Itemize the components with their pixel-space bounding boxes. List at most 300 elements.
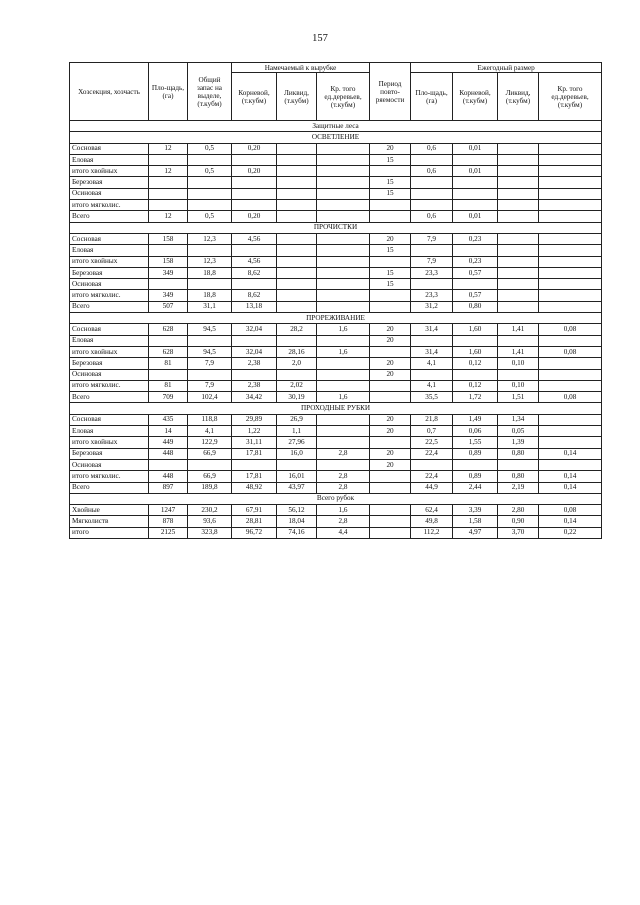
row-label: итого хвойных [70, 256, 149, 267]
table-cell [370, 346, 411, 357]
table-cell [317, 301, 370, 312]
table-cell [277, 177, 317, 188]
section-row [70, 403, 602, 414]
table-cell [411, 369, 453, 380]
table-cell: 20 [370, 414, 411, 425]
table-cell: 349 [149, 267, 188, 278]
table-row [70, 245, 602, 256]
table-cell [539, 459, 602, 470]
table-cell [370, 290, 411, 301]
table-cell [370, 471, 411, 482]
table-cell [498, 290, 539, 301]
table-cell: 507 [149, 301, 188, 312]
table-cell [539, 267, 602, 278]
table-cell: 31,11 [232, 437, 277, 448]
table-cell: 0,10 [498, 358, 539, 369]
header-planned-group: Намечаемый к вырубке [232, 63, 370, 73]
table-cell: 8,62 [232, 290, 277, 301]
table-cell: 897 [149, 482, 188, 493]
row-label: Всего [70, 392, 149, 403]
table-cell: 94,5 [188, 346, 232, 357]
table-cell: 449 [149, 437, 188, 448]
table-cell [539, 335, 602, 346]
table-cell: 102,4 [188, 392, 232, 403]
table-cell: 44,9 [411, 482, 453, 493]
table-cell [149, 279, 188, 290]
table-cell [188, 369, 232, 380]
table-cell [539, 233, 602, 244]
table-cell [277, 200, 317, 211]
table-cell [370, 482, 411, 493]
row-label: Еловая [70, 335, 149, 346]
table-cell [411, 188, 453, 199]
table-cell [539, 290, 602, 301]
table-cell: 3,39 [453, 505, 498, 516]
table-row [70, 527, 602, 538]
table-cell [277, 256, 317, 267]
table-cell: 20 [370, 335, 411, 346]
table-row [70, 324, 602, 335]
table-cell: 1,6 [317, 324, 370, 335]
table-cell: 31,2 [411, 301, 453, 312]
table-cell: 31,4 [411, 346, 453, 357]
table-cell: 1,51 [498, 392, 539, 403]
table-row [70, 154, 602, 165]
row-label: Березовая [70, 358, 149, 369]
table-cell: 1,6 [317, 392, 370, 403]
table-cell: 0,08 [539, 346, 602, 357]
row-label: Всего [70, 301, 149, 312]
row-label: Всего [70, 211, 149, 222]
row-label: Сосновая [70, 143, 149, 154]
section-row [70, 132, 602, 143]
table-cell: 22,4 [411, 448, 453, 459]
table-row [70, 471, 602, 482]
table-cell [411, 154, 453, 165]
table-cell: 15 [370, 267, 411, 278]
table-cell [411, 459, 453, 470]
table-cell [317, 256, 370, 267]
table-row [70, 143, 602, 154]
table-cell: 230,2 [188, 505, 232, 516]
page-number: 157 [312, 33, 328, 44]
table-cell [149, 188, 188, 199]
table-cell [277, 459, 317, 470]
table-cell: 20 [370, 358, 411, 369]
table-cell: 1,58 [453, 516, 498, 527]
table-cell [317, 245, 370, 256]
table-cell [317, 437, 370, 448]
table-cell: 0,08 [539, 505, 602, 516]
row-label: Сосновая [70, 233, 149, 244]
table-cell: 112,2 [411, 527, 453, 538]
table-cell [277, 301, 317, 312]
section-row [70, 313, 602, 324]
table-cell [370, 301, 411, 312]
table-cell [411, 335, 453, 346]
row-label: Березовая [70, 448, 149, 459]
table-cell: 4,1 [411, 358, 453, 369]
table-row [70, 437, 602, 448]
section-title: ПРОЧИСТКИ [70, 222, 602, 233]
table-cell [453, 459, 498, 470]
table-cell [277, 279, 317, 290]
table-cell [317, 380, 370, 391]
table-cell [539, 154, 602, 165]
felling-table [69, 62, 602, 539]
table-row [70, 256, 602, 267]
table-cell: 2,80 [498, 505, 539, 516]
table-cell: 67,91 [232, 505, 277, 516]
table-cell: 709 [149, 392, 188, 403]
table-cell [232, 335, 277, 346]
table-cell: 7,9 [188, 380, 232, 391]
table-cell [277, 166, 317, 177]
table-cell [370, 200, 411, 211]
table-cell [411, 177, 453, 188]
table-cell [498, 369, 539, 380]
table-cell [149, 459, 188, 470]
table-cell: 2,8 [317, 482, 370, 493]
table-cell: 189,8 [188, 482, 232, 493]
table-cell [498, 267, 539, 278]
table-cell: 23,3 [411, 290, 453, 301]
table-cell [453, 335, 498, 346]
table-cell: 0,01 [453, 211, 498, 222]
table-cell [453, 245, 498, 256]
row-label: итого [70, 527, 149, 538]
table-cell [539, 301, 602, 312]
table-row [70, 482, 602, 493]
table-cell: 1,6 [317, 346, 370, 357]
table-cell [317, 459, 370, 470]
table-cell [277, 211, 317, 222]
table-cell: 3,70 [498, 527, 539, 538]
table-cell [498, 200, 539, 211]
table-cell [277, 188, 317, 199]
table-cell: 96,72 [232, 527, 277, 538]
table-cell: 27,96 [277, 437, 317, 448]
table-row [70, 188, 602, 199]
table-cell [498, 301, 539, 312]
table-cell: 158 [149, 233, 188, 244]
table-cell [188, 188, 232, 199]
table-cell: 35,5 [411, 392, 453, 403]
row-label: итого хвойных [70, 346, 149, 357]
table-cell: 14 [149, 426, 188, 437]
table-cell: 448 [149, 471, 188, 482]
table-cell [277, 143, 317, 154]
section-title: Защитные леса [70, 121, 602, 132]
table-cell [232, 279, 277, 290]
table-row [70, 414, 602, 425]
table-cell: 43,97 [277, 482, 317, 493]
table-cell [317, 200, 370, 211]
section-row [70, 121, 602, 132]
header-area: Пло-щадь, (га) [149, 63, 188, 121]
table-cell [498, 233, 539, 244]
table-cell: 0,6 [411, 211, 453, 222]
table-cell [317, 335, 370, 346]
table-cell [188, 279, 232, 290]
table-cell: 29,89 [232, 414, 277, 425]
table-cell: 12,3 [188, 233, 232, 244]
table-cell: 2,38 [232, 358, 277, 369]
table-row [70, 335, 602, 346]
table-cell [149, 369, 188, 380]
table-header [70, 63, 602, 121]
row-label: итого мягколис. [70, 380, 149, 391]
table-cell: 2,8 [317, 471, 370, 482]
table-cell [232, 154, 277, 165]
row-label: итого хвойных [70, 437, 149, 448]
table-cell: 34,42 [232, 392, 277, 403]
table-cell [498, 256, 539, 267]
header-period: Период повто-ряемости [370, 63, 411, 121]
table-cell: 1,60 [453, 324, 498, 335]
table-cell: 20 [370, 324, 411, 335]
table-cell: 1,49 [453, 414, 498, 425]
table-cell [453, 369, 498, 380]
table-cell: 2125 [149, 527, 188, 538]
table-cell [317, 233, 370, 244]
table-cell: 435 [149, 414, 188, 425]
table-cell [539, 188, 602, 199]
table-cell: 81 [149, 380, 188, 391]
table-cell [370, 437, 411, 448]
table-cell: 1,39 [498, 437, 539, 448]
table-cell: 20 [370, 233, 411, 244]
section-title: ОСВЕТЛЕНИЕ [70, 132, 602, 143]
table-cell: 20 [370, 369, 411, 380]
header-annual-area: Пло-щадь, (га) [411, 73, 453, 121]
header-annual-liquid: Ликвид, (т.кубм) [498, 73, 539, 121]
table-cell: 0,57 [453, 267, 498, 278]
table-cell: 4,1 [411, 380, 453, 391]
table-cell: 628 [149, 324, 188, 335]
table-cell: 32,04 [232, 346, 277, 357]
table-cell: 0,10 [498, 380, 539, 391]
table-cell: 1,60 [453, 346, 498, 357]
table-cell: 13,18 [232, 301, 277, 312]
table-cell [539, 380, 602, 391]
header-planned-root: Корневой, (т.кубм) [232, 73, 277, 121]
table-cell: 66,9 [188, 471, 232, 482]
table-cell: 1247 [149, 505, 188, 516]
table-row [70, 426, 602, 437]
row-label: Березовая [70, 267, 149, 278]
table-cell: 0,89 [453, 471, 498, 482]
section-row [70, 493, 602, 504]
table-row [70, 369, 602, 380]
table-cell [149, 154, 188, 165]
table-cell: 0,7 [411, 426, 453, 437]
row-label: итого мягколис. [70, 290, 149, 301]
table-cell: 0,20 [232, 166, 277, 177]
row-label: Сосновая [70, 324, 149, 335]
table-row [70, 358, 602, 369]
table-row [70, 346, 602, 357]
table-cell: 20 [370, 426, 411, 437]
table-cell: 0,6 [411, 143, 453, 154]
table-cell: 12 [149, 211, 188, 222]
table-cell [149, 177, 188, 188]
table-cell: 18,04 [277, 516, 317, 527]
table-cell: 0,5 [188, 143, 232, 154]
table-row [70, 279, 602, 290]
table-cell: 93,6 [188, 516, 232, 527]
table-cell [411, 279, 453, 290]
row-label: Мягколиств [70, 516, 149, 527]
table-cell [498, 279, 539, 290]
table-cell [317, 211, 370, 222]
row-label: Еловая [70, 245, 149, 256]
row-label: Всего [70, 482, 149, 493]
table-cell: 94,5 [188, 324, 232, 335]
table-cell: 2,38 [232, 380, 277, 391]
header-total-stock: Общий запас на выделе, (т.кубм) [188, 63, 232, 121]
row-label: Осиновая [70, 279, 149, 290]
table-cell: 22,4 [411, 471, 453, 482]
table-cell [188, 335, 232, 346]
table-cell: 49,8 [411, 516, 453, 527]
table-cell [149, 335, 188, 346]
table-cell [370, 211, 411, 222]
table-cell [498, 459, 539, 470]
table-cell [188, 154, 232, 165]
table-cell: 878 [149, 516, 188, 527]
row-label: итого мягколис. [70, 471, 149, 482]
table-cell [370, 505, 411, 516]
table-cell: 0,14 [539, 448, 602, 459]
table-cell: 448 [149, 448, 188, 459]
table-body [70, 121, 602, 539]
table-cell [277, 245, 317, 256]
row-label: Еловая [70, 154, 149, 165]
table-cell: 7,9 [188, 358, 232, 369]
table-cell: 30,19 [277, 392, 317, 403]
table-cell [317, 279, 370, 290]
table-cell: 2,02 [277, 380, 317, 391]
table-cell: 118,8 [188, 414, 232, 425]
table-cell: 2,44 [453, 482, 498, 493]
table-cell [453, 154, 498, 165]
table-cell [498, 245, 539, 256]
table-cell: 0,12 [453, 380, 498, 391]
row-label: Хвойные [70, 505, 149, 516]
table-cell [317, 177, 370, 188]
table-row [70, 516, 602, 527]
table-cell: 23,3 [411, 267, 453, 278]
table-cell: 16,01 [277, 471, 317, 482]
header-category: Хозсекция, хозчасть [70, 63, 149, 121]
table-cell: 1,34 [498, 414, 539, 425]
table-cell [232, 200, 277, 211]
table-cell: 2,8 [317, 448, 370, 459]
table-cell: 1,55 [453, 437, 498, 448]
table-cell: 0,6 [411, 166, 453, 177]
table-cell: 2,0 [277, 358, 317, 369]
table-cell: 628 [149, 346, 188, 357]
table-cell [317, 143, 370, 154]
header-annual-trees: Кр. того ед.деревьев, (т.кубм) [539, 73, 602, 121]
table-cell: 323,8 [188, 527, 232, 538]
table-cell [370, 166, 411, 177]
table-cell [317, 154, 370, 165]
row-label: Осиновая [70, 188, 149, 199]
header-planned-trees: Кр. того ед.деревьев, (т.кубм) [317, 73, 370, 121]
table-cell [539, 369, 602, 380]
table-cell: 12 [149, 166, 188, 177]
table-cell: 0,06 [453, 426, 498, 437]
table-cell [232, 459, 277, 470]
table-cell: 0,14 [539, 516, 602, 527]
row-label: итого мягколис. [70, 200, 149, 211]
table-cell: 158 [149, 256, 188, 267]
table-cell: 4,1 [188, 426, 232, 437]
table-cell [188, 459, 232, 470]
table-cell [498, 177, 539, 188]
section-title: ПРОРЕЖИВАНИЕ [70, 313, 602, 324]
table-cell [277, 233, 317, 244]
table-row [70, 392, 602, 403]
table-cell: 4,56 [232, 233, 277, 244]
table-cell: 0,20 [232, 211, 277, 222]
table-cell [277, 267, 317, 278]
table-row [70, 380, 602, 391]
table-cell: 20 [370, 143, 411, 154]
table-cell: 20 [370, 459, 411, 470]
header-annual-root: Корневой, (т.кубм) [453, 73, 498, 121]
table-cell [539, 177, 602, 188]
row-label: Сосновая [70, 414, 149, 425]
table-cell [188, 200, 232, 211]
table-cell [317, 358, 370, 369]
table-cell: 1,1 [277, 426, 317, 437]
section-title: Всего рубок [70, 493, 602, 504]
table-cell: 15 [370, 245, 411, 256]
table-cell [498, 188, 539, 199]
table-cell [317, 267, 370, 278]
table-cell [188, 245, 232, 256]
table-cell: 28,16 [277, 346, 317, 357]
table-cell [317, 290, 370, 301]
table-cell [539, 245, 602, 256]
table-cell [277, 154, 317, 165]
table-cell: 349 [149, 290, 188, 301]
table-cell: 7,9 [411, 256, 453, 267]
table-cell [370, 392, 411, 403]
table-cell [188, 177, 232, 188]
table-cell [539, 211, 602, 222]
table-cell [453, 279, 498, 290]
table-cell: 0,80 [498, 471, 539, 482]
table-cell: 1,6 [317, 505, 370, 516]
table-cell: 2,8 [317, 516, 370, 527]
row-label: Осиновая [70, 369, 149, 380]
table-cell [539, 256, 602, 267]
table-cell: 62,4 [411, 505, 453, 516]
table-cell: 28,2 [277, 324, 317, 335]
table-cell [277, 335, 317, 346]
table-row [70, 448, 602, 459]
table-cell: 0,90 [498, 516, 539, 527]
table-cell [232, 369, 277, 380]
table-cell [232, 177, 277, 188]
table-cell: 81 [149, 358, 188, 369]
table-cell [317, 414, 370, 425]
table-cell [149, 200, 188, 211]
